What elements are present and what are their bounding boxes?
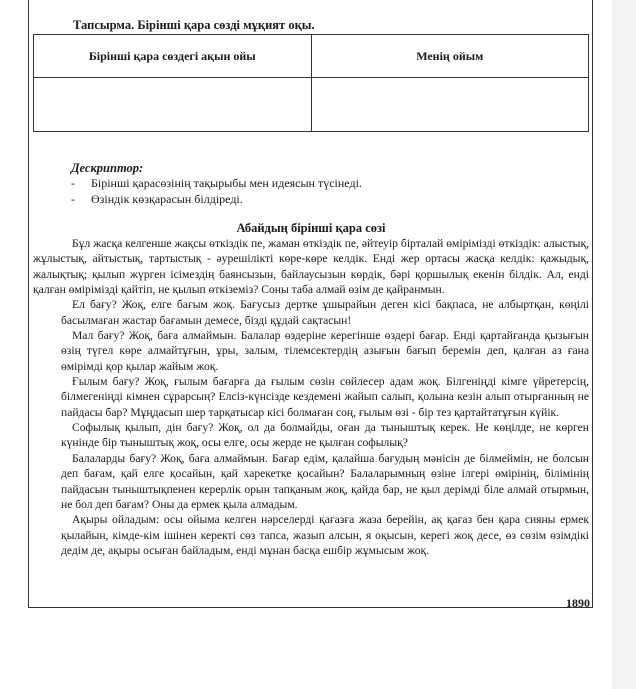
answer-table: [33, 34, 589, 132]
descriptor-title: Дескриптор:: [71, 161, 144, 175]
answer-table-header-row: [34, 35, 589, 78]
essay-title: Абайдың бірінші қара сөзі: [236, 221, 386, 235]
header-my-thought: Менің ойым: [311, 35, 589, 78]
page-number: 1890: [566, 596, 590, 610]
essay-paragraph: Балаларды бағу? Жоқ, бағa алмаймын. Бағар едім, қалайша бағудың мәнісін де білмеймін, не болсын деп бағам, қай елге қосайын, қай харекетке қосайын? Балаларымның өзіне ілгері өмірінің, білімінің пайдасын тыныштықпенен керерлік орын тапқаным жоқ, қайда бар, не қыл дерімді біле алмай отырмын, не бол деп бағам? Оны да ермек қыла алмадым.: [61, 451, 589, 511]
essay-paragraph: Ғылым бағу? Жоқ, ғылым бағарға да ғылым сөзін сөйлесер адам жоқ. Білгеніңді кімге үйретерсің, білмегеніңді кімнен сұрарсың? Елсіз-күнсізде кездемені жайып салып, қолына кезін алып отырғанның не пайдасы бар? Мұңдасып шер тарқатысар кісі болмаған соң, ғылым өзі - бір тез қартайтатұғын күйік.: [61, 375, 589, 419]
essay-body: [33, 236, 589, 558]
descriptor-item: - Өзіндік көзқарасын білдіреді.: [71, 192, 362, 208]
answer-table-row: [34, 78, 589, 132]
essay-paragraph: Бұл жасқа келгенше жақсы өткіздік пе, жаман өткіздік пе, әйтеуір бірталай өмірімізді өткіздік: алыстық, жұлыстық, айтыстық, тартыстық - әурешілікті көре-көре келдік. Енді жер ортасы жасқа келдік: қажыдық, жалықтық; қылып жүрген ісімездің баянсызын, байлаусызын көрдік, бәрі қоршылық екенін білдік. Ал, енді қалған өмірімізді қайтіп, не қылып өткіземіз? Соны таба алмай өзім де қайранмын.: [33, 237, 589, 297]
essay-paragraph: Мал бағу? Жоқ, бағa алмаймын. Балалар өздеріне керегінше өздері бағар. Енді қартайғанда қызығын өзің түгел көре алмайтұғын, ұры, залым, тілемсектердің азығын бағып беремін деп, қалған аз ғана өмірімді қор қылар жайым жоқ.: [61, 329, 589, 373]
header-poet-thought: Бірінші қара сөздегі ақын ойы: [34, 35, 312, 78]
task-heading: Тапсырма. Бірінші қара сөзді мұқият оқы.: [73, 18, 315, 32]
essay-paragraph: Ел бағу? Жоқ, елге бағым жоқ. Бағусыз дертке ұшырайын деген кісі бақпаса, не албыртқан, көңілі басылмаған жастар бағамын демесе, бізді құдай сақтасын!: [61, 298, 589, 327]
answer-cell-poet-thought[interactable]: [34, 78, 312, 132]
descriptor-item: - Бірінші қарасөзінің тақырыбы мен идеясын түсінеді.: [71, 176, 362, 192]
essay-paragraph: Софылық қылып, дін бағу? Жоқ, ол да болмайды, оған да тыныштық керек. Не көңілде, не көрген күнінде бір тыныштық жоқ, осы елге, осы жерде не қылған софылық?: [61, 421, 589, 450]
essay-paragraph: Ақыры ойладым: осы ойыма келген нәрселерді қағазға жаза берейін, ақ қағаз бен қара сияны ермек қылайын, кімде-кім ішінен керекті сөз тапса, жазып алсын, я оқысын, керегі жоқ десе, өз сөзім өзімдікі дедім де, ақыры осыған байладым, енді мұнан басқа ешбір жұмысым жоқ.: [61, 513, 589, 557]
descriptor-list: [71, 176, 362, 207]
viewer-scroll-strip[interactable]: [612, 0, 636, 689]
answer-cell-my-thought[interactable]: [311, 78, 589, 132]
